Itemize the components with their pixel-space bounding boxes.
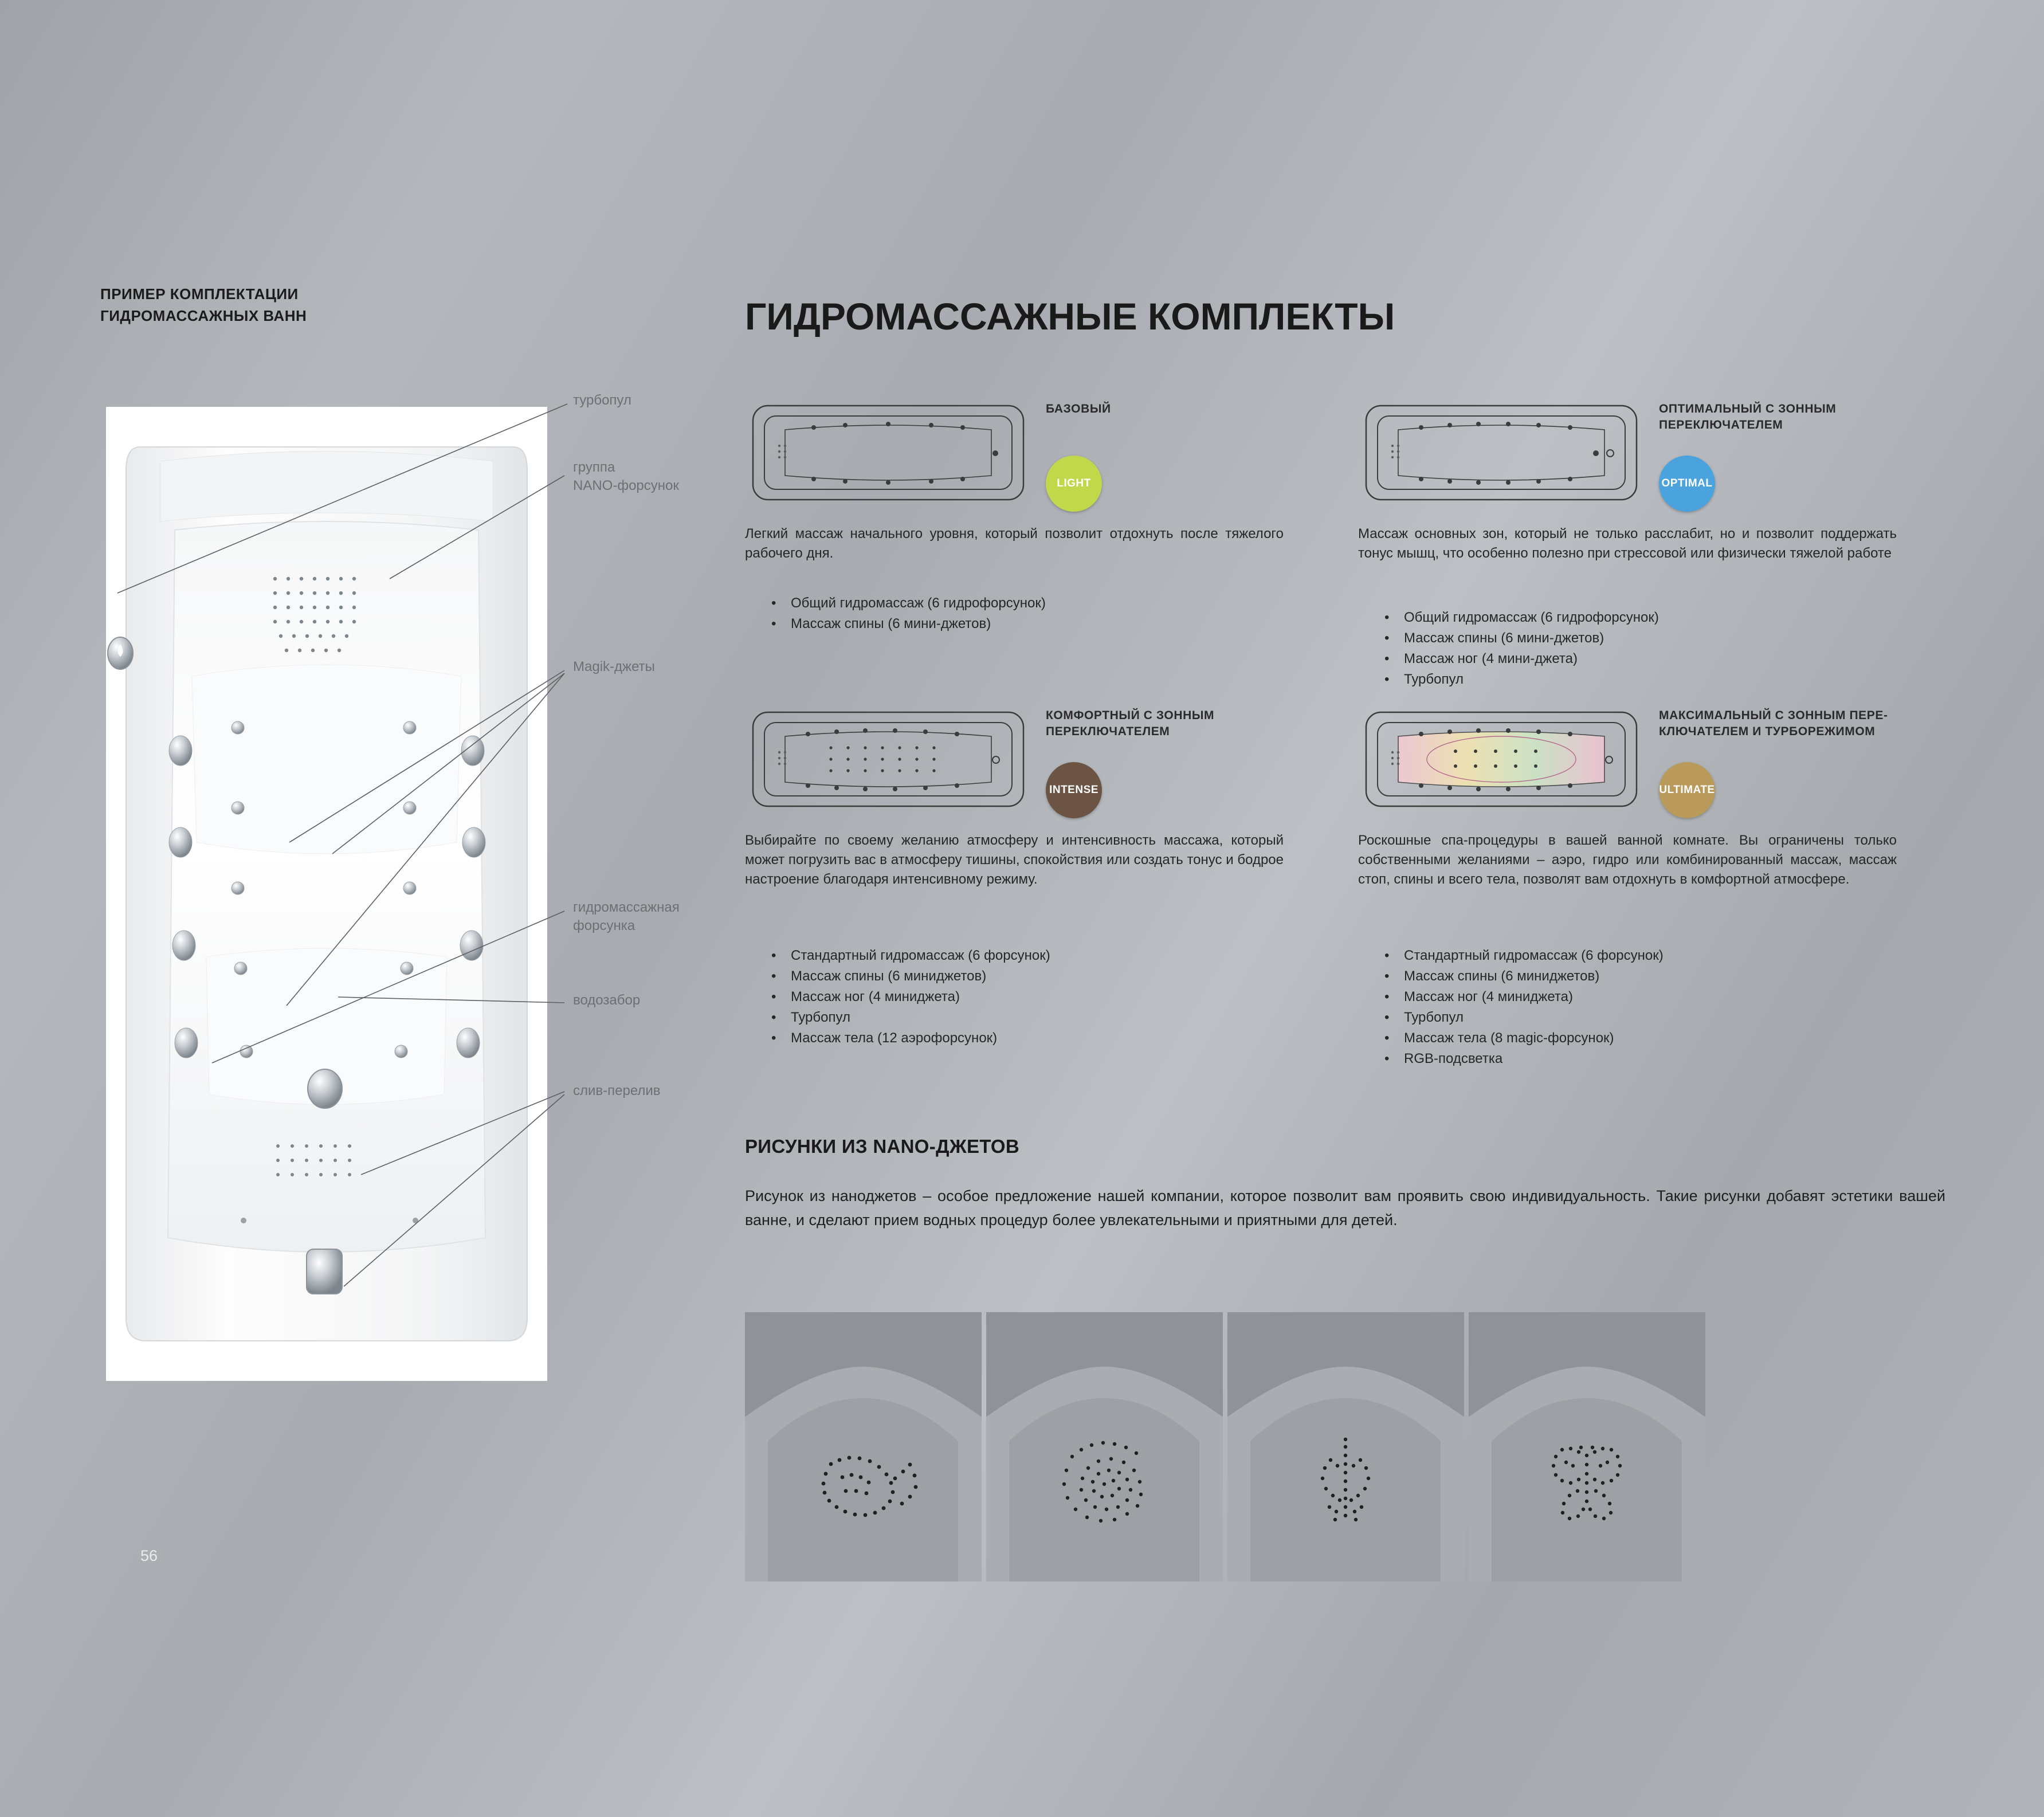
list-item: • RGB-подсветка [1375,1049,1891,1069]
package-desc-ultimate: Роскошные спа-процедуры в вашей ванной комнате. Вы ограничены только собственными желаниями – аэро, гидро или комбинированный массаж, массаж стоп, спины и всего тела, позволят вам отдохнуть в комфортной атмосфере. [1358,833,1897,888]
package-desc-intense: Выбирайте по своему желанию атмосферу и интенсивность массажа, который может погрузить вас в атмосферу тишины, спокойствия или создать тонус и бодрое настроение благодаря интенсивному режиму. [745,833,1284,888]
list-item: • Массаж спины (6 миниджетов) [1375,966,1891,987]
list-item: • Массаж ног (4 миниджета) [1375,987,1891,1007]
package-title-ultimate-line2: КЛЮЧАТЕЛЕМ И ТУРБОРЕЖИМОМ [1659,725,1876,739]
callout-nano-group-line2: NANO-форсунок [573,478,679,494]
nano-pattern-gallery [745,1312,1948,1587]
package-thumb-ultimate [1358,702,1645,817]
callout-hydro-nozzle-line1: гидромассажная [573,900,680,915]
callout-magik-jets-label: Magik-джеты [573,659,655,674]
list-item: • Общий гидромассаж (6 гидрофорсунок) [1375,607,1891,628]
package-badge-optimal-label: OPTIMAL [1661,477,1713,489]
package-features-optimal [1375,607,1891,690]
pattern-fish-icon [745,1312,982,1581]
package-title-optimal-line1: ОПТИМАЛЬНЫЙ С ЗОННЫМ [1659,402,1837,415]
pattern-butterfly-icon [1469,1312,1705,1581]
package-thumb-optimal [1358,395,1645,510]
package-features-light [762,593,1278,634]
bath-diagram [106,407,547,1381]
package-badge-intense-label: INTENSE [1049,784,1098,796]
list-item: • Стандартный гидромассаж (6 форсунок) [1375,945,1891,966]
list-item: • Массаж ног (4 миниджета) [762,987,1278,1007]
callout-overflow-drain [573,1083,661,1099]
list-item: • Массаж ног (4 мини-джета) [1375,649,1891,669]
left-heading-line2: ГИДРОМАССАЖНЫХ ВАНН [100,307,307,324]
callout-nano-group [573,458,722,496]
list-item: • Стандартный гидромассаж (6 форсунок) [762,945,1278,966]
callout-hydro-nozzle-line2: форсунка [573,918,635,934]
package-badge-light-label: LIGHT [1057,477,1091,489]
pattern-fleur-icon [1227,1312,1464,1581]
package-badge-intense [1046,762,1102,818]
package-title-light-line1: БАЗОВЫЙ [1046,402,1111,415]
callout-water-intake [573,992,640,1008]
left-heading-line1: ПРИМЕР КОМПЛЕКТАЦИИ [100,285,299,303]
left-heading [100,284,501,327]
nano-pattern-butterfly [1469,1312,1705,1581]
list-item: • Массаж тела (8 magic-форсунок) [1375,1028,1891,1049]
package-title-ultimate [1659,708,1905,740]
package-title-optimal [1659,401,1905,434]
list-item: • Массаж спины (6 миниджетов) [762,966,1278,987]
nano-pattern-spiral [986,1312,1223,1581]
package-desc-optimal: Массаж основных зон, который не только расслабит, но и позволит поддержать тонус мышц, что особенно полезно при стрессовой или физически тяжелой работе [1358,526,1897,562]
package-features-intense [762,945,1278,1049]
package-title-intense-line2: ПЕРЕКЛЮЧАТЕЛЕМ [1046,725,1170,739]
package-features-ultimate [1375,945,1891,1069]
callout-magik-jets [573,659,655,675]
package-badge-light [1046,456,1102,512]
list-item: • Турбопул [1375,1007,1891,1028]
package-badge-optimal [1659,456,1715,512]
package-title-light [1046,401,1292,417]
callout-turbopool-label: турбопул [573,393,631,408]
package-desc-light: Легкий массаж начального уровня, который позволит отдохнуть после тяжелого рабочего дня. [745,526,1284,562]
nano-pattern-fleur [1227,1312,1464,1581]
package-badge-ultimate-label: ULTIMATE [1659,784,1715,796]
callout-turbopool [573,393,631,409]
package-badge-ultimate [1659,762,1715,818]
bath-illustration-panel [106,407,547,1381]
package-title-optimal-line2: ПЕРЕКЛЮЧАТЕЛЕМ [1659,418,1783,432]
list-item: • Турбопул [1375,669,1891,690]
nano-section-text: Рисунок из наноджетов – особое предложение нашей компании, которое позволит вам проявить свою индивидуальность. Такие рисунки добавят эстетики вашей ванне, и сделают прием водных процедур более увлекательными и приятными для детей. [745,1187,1945,1229]
callout-hydro-nozzle [573,898,722,936]
list-item: • Массаж спины (6 мини-джетов) [762,614,1278,634]
list-item: • Турбопул [762,1007,1278,1028]
package-title-ultimate-line1: МАКСИМАЛЬНЫЙ С ЗОННЫМ ПЕРЕ- [1659,709,1888,722]
package-title-intense [1046,708,1292,740]
callout-water-intake-label: водозабор [573,992,641,1008]
list-item: • Массаж тела (12 аэрофорсунок) [762,1028,1278,1049]
callout-nano-group-line1: группа [573,460,615,475]
page-title: ГИДРОМАССАЖНЫЕ КОМПЛЕКТЫ [745,295,1395,338]
list-item: • Общий гидромассаж (6 гидрофорсунок) [762,593,1278,614]
callout-overflow-drain-label: слив-перелив [573,1083,661,1098]
list-item: • Массаж спины (6 мини-джетов) [1375,628,1891,649]
nano-section-heading: РИСУНКИ ИЗ NANO-ДЖЕТОВ [745,1136,1020,1157]
page-number: 56 [140,1547,158,1564]
package-title-intense-line1: КОМФОРТНЫЙ С ЗОННЫМ [1046,709,1215,722]
package-thumb-light [745,395,1031,510]
package-thumb-intense [745,702,1031,817]
nano-pattern-fish [745,1312,982,1581]
pattern-spiral-icon [986,1312,1223,1581]
